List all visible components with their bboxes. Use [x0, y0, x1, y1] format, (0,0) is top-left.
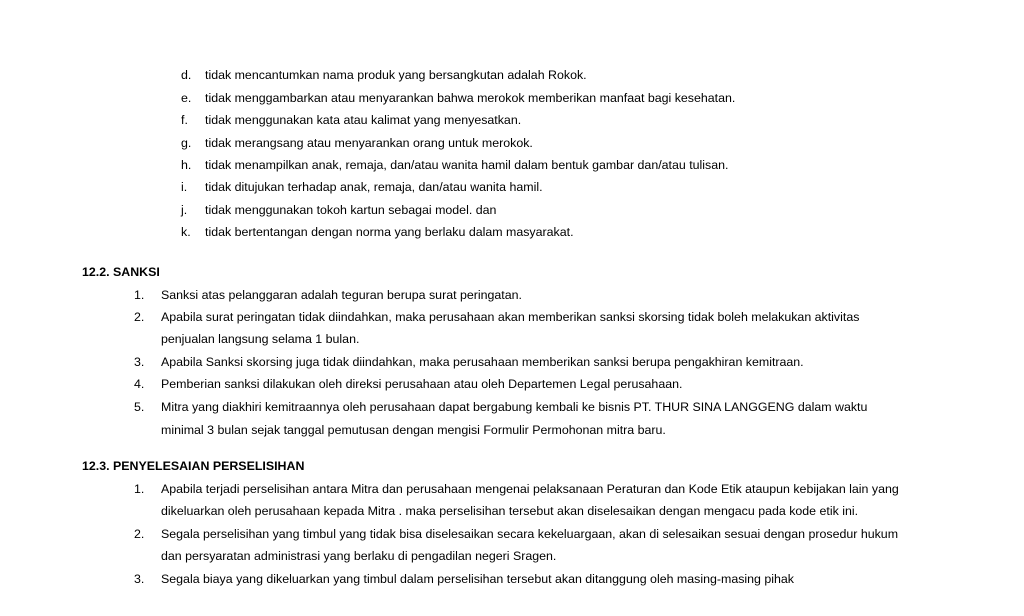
list-marker: e.	[181, 91, 192, 105]
list-marker: 1.	[134, 482, 145, 496]
list-marker: i.	[181, 180, 188, 194]
list-marker: 5.	[134, 400, 145, 414]
list-item-text-continued: minimal 3 bulan sejak tanggal pemutusan dengan mengisi Formulir Permohonan mitra baru.	[161, 423, 666, 437]
list-item-text: Apabila terjadi perselisihan antara Mitra dan perusahaan mengenai pelaksanaan Peraturan dan Kode Etik ataupun kebijakan lain yang	[161, 482, 899, 496]
list-item-text-continued: dikeluarkan oleh perusahaan kepada Mitra . maka perselisihan tersebut akan diselesaikan dengan mengacu pada kode etik ini.	[161, 504, 859, 518]
list-marker: 4.	[134, 377, 145, 391]
list-item-text: tidak mencantumkan nama produk yang bersangkutan adalah Rokok.	[205, 68, 587, 82]
list-marker: d.	[181, 68, 192, 82]
list-item-text-continued: dan persyaratan administrasi yang berlaku di pengadilan negeri Sragen.	[161, 549, 557, 563]
list-marker: j.	[181, 203, 188, 217]
list-item-text: tidak menggunakan tokoh kartun sebagai model. dan	[205, 203, 497, 217]
list-item-text: Segala biaya yang dikeluarkan yang timbul dalam perselisihan tersebut akan ditanggung oleh masing-masing pihak	[161, 572, 795, 586]
list-marker: g.	[181, 136, 192, 150]
list-marker: 2.	[134, 527, 145, 541]
list-item-text: tidak menampilkan anak, remaja, dan/atau wanita hamil dalam bentuk gambar dan/atau tulisan.	[205, 158, 729, 172]
list-item-text: tidak menggunakan kata atau kalimat yang menyesatkan.	[205, 113, 522, 127]
list-item-text: Apabila surat peringatan tidak diindahkan, maka perusahaan akan memberikan sanksi skorsing tidak boleh melakukan aktivitas	[161, 310, 860, 324]
list-item-text: Sanksi atas pelanggaran adalah teguran berupa surat peringatan.	[161, 288, 522, 302]
list-item-text: tidak ditujukan terhadap anak, remaja, dan/atau wanita hamil.	[205, 180, 543, 194]
list-item-text: tidak bertentangan dengan norma yang berlaku dalam masyarakat.	[205, 225, 574, 239]
list-marker: 3.	[134, 355, 145, 369]
list-item-text: Mitra yang diakhiri kemitraannya oleh perusahaan dapat bergabung kembali ke bisnis PT. THUR SINA LANGGENG dalam waktu	[161, 400, 868, 414]
section-heading-sanksi: 12.2. SANKSI	[82, 265, 160, 279]
list-item-text: Apabila Sanksi skorsing juga tidak diindahkan, maka perusahaan memberikan sanksi berupa pengakhiran kemitraan.	[161, 355, 804, 369]
list-marker: k.	[181, 225, 191, 239]
section-heading-perselisihan: 12.3. PENYELESAIAN PERSELISIHAN	[82, 459, 305, 473]
list-marker: f.	[181, 113, 188, 127]
list-item-text-continued: penjualan langsung selama 1 bulan.	[161, 332, 360, 346]
list-item-text: tidak merangsang atau menyarankan orang untuk merokok.	[205, 136, 533, 150]
list-marker: 3.	[134, 572, 145, 586]
list-marker: h.	[181, 158, 192, 172]
list-marker: 1.	[134, 288, 145, 302]
list-marker: 2.	[134, 310, 145, 324]
list-item-text: Pemberian sanksi dilakukan oleh direksi perusahaan atau oleh Departemen Legal perusahaan.	[161, 377, 683, 391]
list-item-text: tidak menggambarkan atau menyarankan bahwa merokok memberikan manfaat bagi kesehatan.	[205, 91, 736, 105]
list-item-text: Segala perselisihan yang timbul yang tidak bisa diselesaikan secara kekeluargaan, akan di selesaikan sesuai dengan prosedur hukum	[161, 527, 899, 541]
